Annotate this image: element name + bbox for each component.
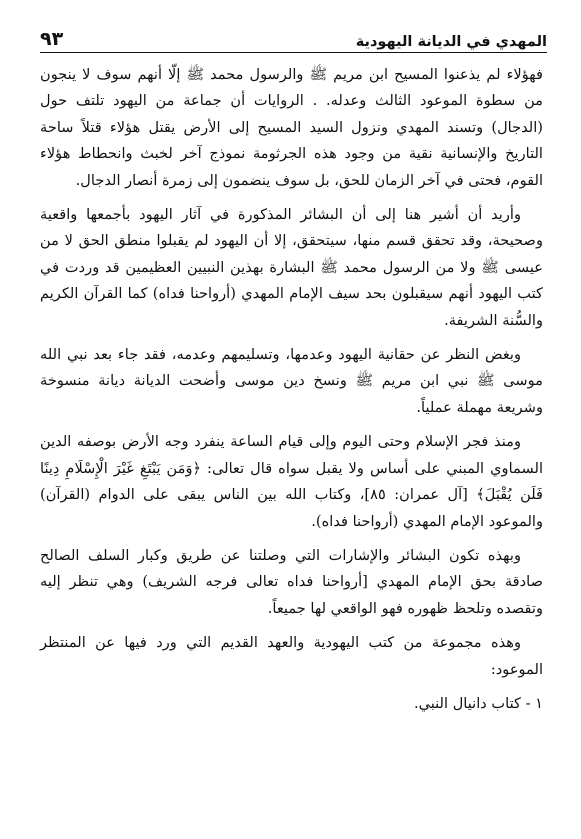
paragraph: وهذه مجموعة من كتب اليهودية والعهد القديم التي ورد فيها عن المنتظر الموعود: xyxy=(40,634,543,678)
body-text xyxy=(40,62,543,717)
paragraph: وبهذه تكون البشائر والإشارات التي وصلتنا عن طريق وكبار السلف الصالح صادقة بحق الإمام المهدي [أرواحنا فداه تعالى فرجه الشريف) وهي تنظر إليه وتقصده وتلحظ ظهوره فهو الواقعي لها جميعاً. xyxy=(40,546,543,617)
page-header xyxy=(40,24,547,53)
list-item: ١ - كتاب دانيال النبي. xyxy=(413,694,543,712)
paragraph: ومنذ فجر الإسلام وحتى اليوم وإلى قيام الساعة ينفرد وجه الأرض بوصفه الدين السماوي المبني على أساس ولا يقبل سواه قال تعالى: ﴿وَمَن يَبْتَغِ غَيْرَ الْإِسْلَامِ دِينًا فَلَن يُقْبَلَ﴾ [آل عمران: ٨٥]، وكتاب الله بين الناس يبقى على الدوام (القرآن) والموعود الإمام المهدي (أرواحنا فداه). xyxy=(40,433,543,530)
page-number: ٩٣ xyxy=(40,28,64,50)
paragraph: وأريد أن أشير هنا إلى أن البشائر المذكورة في آثار اليهود بأجمعها واقعية وصحيحة، وقد تحقق قسم منها، سيتحقق، إلا أن اليهود لم يقبلوا منطق الحق لا من عيسى ﷺ ولا من الرسول محمد ﷺ البشارة بهذين النبيين العظيمين قد وردت في كتب اليهود أنهم سيقبلون بحد سيف الإمام المهدي (أرواحنا فداه) كما القرآن الكريم والسُّنة الشريفة. xyxy=(40,206,543,329)
running-title: المهدي في الديانة اليهودية xyxy=(355,34,547,50)
paragraph: وبغض النظر عن حقانية اليهود وعدمها، وتسليمهم وعدمه، فقد جاء بعد نبي الله موسى ﷺ نبي ابن مريم ﷺ ونسخ دين موسى وأضحت الديانة ديانة منسوخة وشريعة مهملة عملياً. xyxy=(40,346,543,416)
paragraph: فهؤلاء لم يذعنوا المسيح ابن مريم ﷺ والرسول محمد ﷺ إلّا أنهم سوف لا ينجون من سطوة الموعود الثالث وعدله. . الروايات أن جماعة من اليهود تلتف حول (الدجال) وتسند المهدي ونزول السيد المسيح إلى الأرض يقتل هؤلاء قتلاً ساحة التاريخ والإنسانية نقية من وجود هذه الجرثومة نموذج آخر لخبث وانحطاط هؤلاء القوم، فحتى في آخر الزمان للحق، بل سوف ينضمون إلى زمرة أنصار الدجال. xyxy=(40,66,543,189)
